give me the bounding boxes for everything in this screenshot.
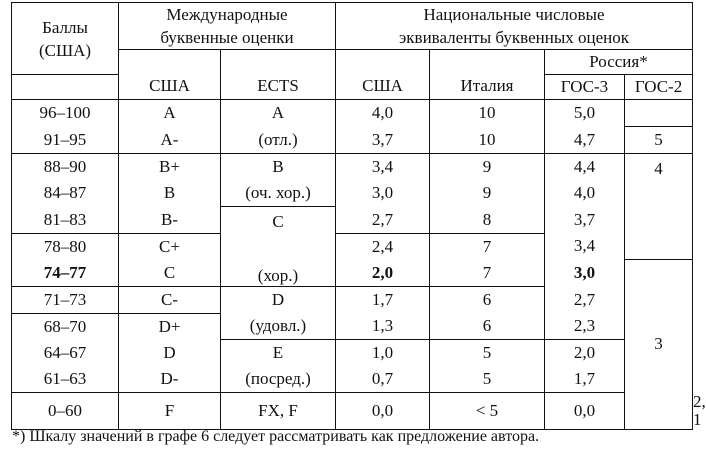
table-row — [12, 340, 693, 367]
usa-letter-cell: C — [119, 260, 221, 287]
italy-cell: 9 — [430, 180, 545, 207]
header-russia: Россия* — [545, 50, 693, 75]
usa-letter-cell: D+ — [119, 313, 221, 340]
table-row — [12, 127, 693, 154]
table-row — [12, 154, 693, 181]
gos3-cell: 4,4 — [545, 154, 625, 181]
table-row — [12, 313, 693, 340]
header-scores: Баллы (США) — [12, 3, 119, 75]
ects-note-cell: (посред.) — [221, 366, 336, 393]
ects-letter: C — [272, 212, 284, 231]
gos2-cell: 5 — [625, 127, 693, 154]
ects-cell — [221, 207, 336, 287]
ects-cell: B — [221, 154, 336, 181]
usa-numeric-cell: 2,0 — [336, 260, 430, 287]
usa-letter-cell: B — [119, 180, 221, 207]
ects-cell: A — [221, 100, 336, 127]
italy-cell: 10 — [430, 127, 545, 154]
table-row — [12, 233, 693, 260]
usa-letter-cell: A — [119, 100, 221, 127]
score-cell: 64–67 — [12, 340, 119, 367]
gos2-cell-top — [625, 100, 693, 127]
ects-cell: E — [221, 340, 336, 367]
header-national: Национальные числовые эквиваленты буквенных оценок — [336, 3, 693, 50]
italy-cell: 6 — [430, 313, 545, 340]
header-gos2: ГОС-2 — [625, 75, 693, 100]
score-cell: 74–77 — [12, 260, 119, 287]
gos2-cell: 4 — [625, 154, 693, 260]
footnote: *) Шкалу значений в графе 6 следует рассматривать как предложение автора. — [12, 428, 540, 445]
gos3-cell: 0,0 — [545, 393, 625, 430]
usa-letter-cell: B- — [119, 207, 221, 234]
ects-note-cell: (отл.) — [221, 127, 336, 154]
score-cell: 88–90 — [12, 154, 119, 181]
usa-letter-cell: D- — [119, 366, 221, 393]
table-row — [12, 180, 693, 207]
score-cell: 81–83 — [12, 207, 119, 234]
gos3-cell: 4,0 — [545, 180, 625, 207]
header-usa-numeric: США — [336, 50, 430, 100]
gos3-cell: 2,0 — [545, 340, 625, 367]
gos3-cell: 1,7 — [545, 366, 625, 393]
usa-letter-cell: F — [119, 393, 221, 430]
header-ects: ECTS — [221, 50, 336, 100]
italy-cell: 10 — [430, 100, 545, 127]
usa-letter-cell: B+ — [119, 154, 221, 181]
usa-numeric-cell: 3,4 — [336, 154, 430, 181]
usa-numeric-cell: 4,0 — [336, 100, 430, 127]
gos3-cell: 3,7 — [545, 207, 625, 234]
italy-cell: 8 — [430, 207, 545, 234]
usa-numeric-cell: 2,7 — [336, 207, 430, 234]
header-international: Международные буквенные оценки — [119, 3, 336, 50]
score-cell: 68–70 — [12, 313, 119, 340]
italy-cell: 9 — [430, 154, 545, 181]
ects-note-cell: (оч. хор.) — [221, 180, 336, 207]
gos3-cell: 3,0 — [545, 260, 625, 287]
usa-letter-cell: C+ — [119, 233, 221, 260]
usa-letter-cell: A- — [119, 127, 221, 154]
score-cell: 78–80 — [12, 233, 119, 260]
header-gos3: ГОС-3 — [545, 75, 625, 100]
score-cell: 0–60 — [12, 393, 119, 430]
gos3-cell: 2,3 — [545, 313, 625, 340]
table-row — [12, 207, 693, 234]
gos3-cell: 3,4 — [545, 233, 625, 260]
italy-cell: 7 — [430, 233, 545, 260]
table-row — [12, 366, 693, 393]
header-italy: Италия — [430, 50, 545, 100]
italy-cell: 5 — [430, 340, 545, 367]
usa-numeric-cell: 1,7 — [336, 286, 430, 313]
italy-cell: 5 — [430, 366, 545, 393]
ects-note-cell: (удовл.) — [221, 313, 336, 340]
score-cell: 61–63 — [12, 366, 119, 393]
table-row: 0–60 F FX, F 0,0 < 5 0,0 2, 1 — [12, 393, 693, 430]
score-cell: 71–73 — [12, 286, 119, 313]
ects-cell: FX, F — [221, 393, 336, 430]
usa-numeric-cell: 3,0 — [336, 180, 430, 207]
header-score-spacer — [12, 75, 119, 100]
gos3-cell: 4,7 — [545, 127, 625, 154]
usa-numeric-cell: 2,4 — [336, 233, 430, 260]
italy-cell: < 5 — [430, 393, 545, 430]
usa-letter-cell: C- — [119, 286, 221, 313]
table-row — [12, 260, 693, 287]
gos3-cell: 2,7 — [545, 286, 625, 313]
usa-numeric-cell: 3,7 — [336, 127, 430, 154]
gos2-cell: 3 — [625, 260, 693, 430]
score-cell: 96–100 — [12, 100, 119, 127]
score-cell: 84–87 — [12, 180, 119, 207]
ects-cell: D — [221, 286, 336, 313]
table-row — [12, 286, 693, 313]
header-usa-letter: США — [119, 50, 221, 100]
score-cell: 91–95 — [12, 127, 119, 154]
ects-note: (хор.) — [257, 266, 299, 285]
usa-numeric-cell: 0,0 — [336, 393, 430, 430]
table-row — [12, 100, 693, 127]
usa-numeric-cell: 1,0 — [336, 340, 430, 367]
usa-numeric-cell: 0,7 — [336, 366, 430, 393]
usa-letter-cell: D — [119, 340, 221, 367]
grade-equivalents-table — [11, 2, 706, 430]
italy-cell: 7 — [430, 260, 545, 287]
italy-cell: 6 — [430, 286, 545, 313]
usa-numeric-cell: 1,3 — [336, 313, 430, 340]
gos3-cell: 5,0 — [545, 100, 625, 127]
